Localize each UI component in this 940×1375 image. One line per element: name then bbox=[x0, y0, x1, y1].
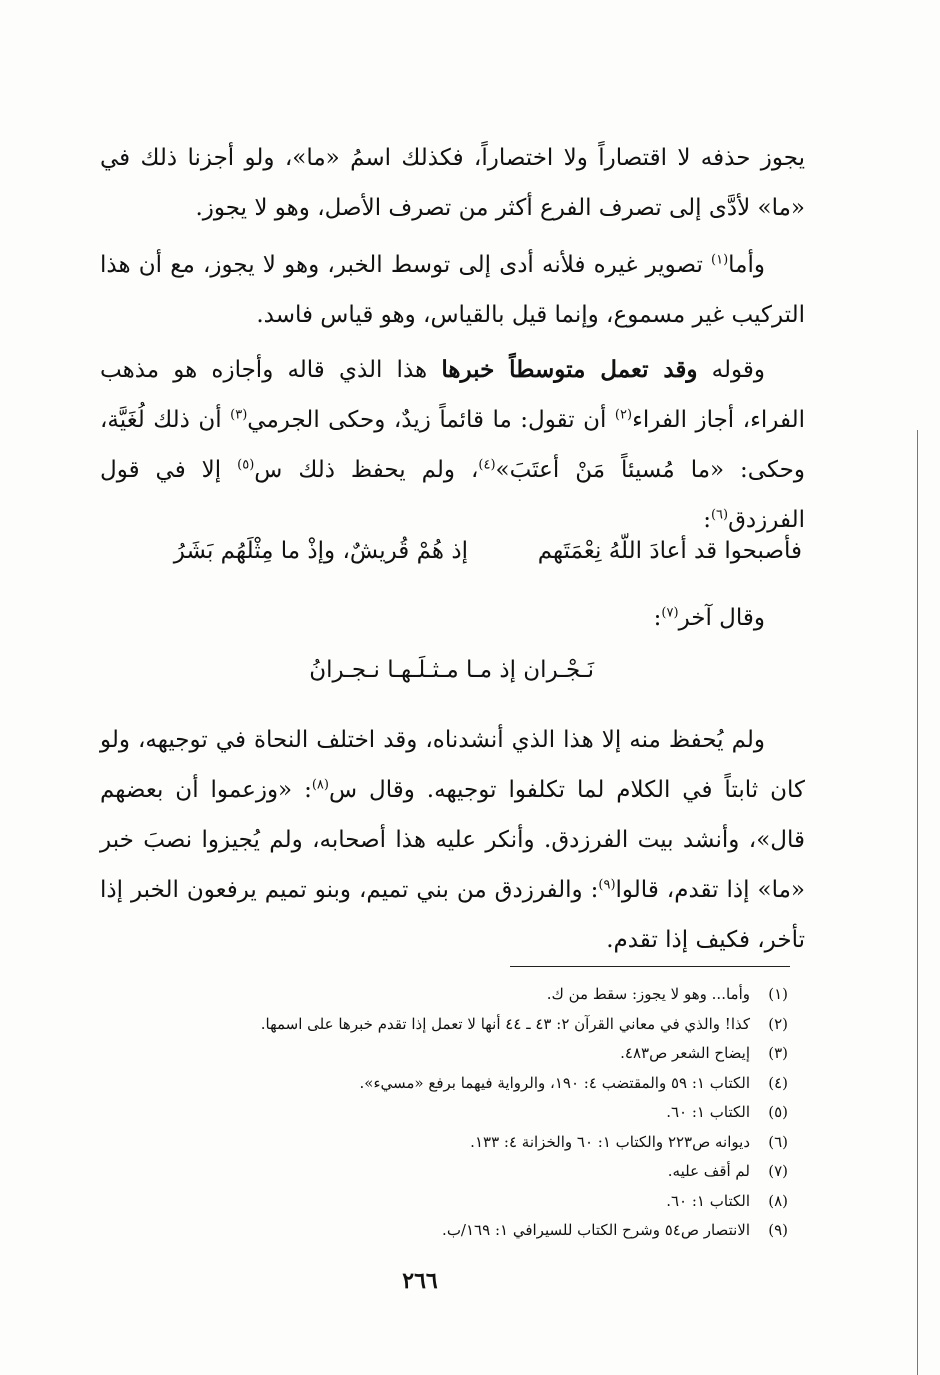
footnote-number: (٤) bbox=[768, 1073, 788, 1092]
footnote-ref-5[interactable]: (٥) bbox=[237, 457, 255, 473]
scan-edge-line bbox=[917, 430, 918, 1375]
footnote-text: كذا! والذي في معاني القرآن ٢: ٤٣ ـ ٤٤ أنها لا تعمل إذا تقدم خبرها على اسمها. bbox=[260, 1014, 750, 1033]
footnote-number: (٣) bbox=[768, 1044, 788, 1062]
footnote-item bbox=[88, 1187, 788, 1217]
p5-text-a: ولم يُحفظ منه إلا هذا الذي أنشدناه، وقد اختلف النحاة في توجيهه، ولو كان ثابتاً في الكلام لما تكلفوا توجيهه. وقال س bbox=[100, 727, 805, 803]
footnote-text: الكتاب ١: ٦٠. bbox=[666, 1191, 750, 1210]
footnote-number: (٥) bbox=[768, 1103, 788, 1121]
p2-text-b: تصوير غيره فلأنه أدى إلى توسط الخبر، وهو لا يجوز، مع أن هذا التركيب غير مسموع، وإنما قيل بالقياس، وهو قياس فاسد. bbox=[100, 252, 805, 328]
footnotes-list bbox=[88, 980, 788, 1246]
p3-text-d: أن ذلك لُغَيَّة، وحكى: «ما مُسيئاً مَنْ أعتَبَ» bbox=[100, 407, 805, 483]
footnote-item bbox=[88, 1098, 788, 1128]
footnote-text: ديوانه ص٢٢٣ والكتاب ١: ٦٠ والخزانة ٤: ١٣٣. bbox=[470, 1132, 750, 1151]
footnote-item bbox=[88, 1216, 788, 1246]
footnote-text: وأما... وهو لا يجوز: سقط من ك. bbox=[546, 985, 750, 1003]
paragraph-3 bbox=[100, 345, 805, 545]
paragraph-1-text: يجوز حذفه لا اقتصاراً ولا اختصاراً، فكذلك اسمُ «ما»، ولو أجزنا ذلك في «ما» لأدَّى إلى تصرف الفرع أكثر من تصرف الأصل، وهو لا يجوز. bbox=[100, 145, 805, 221]
footnote-text: الكتاب ١: ٦٠. bbox=[666, 1103, 750, 1121]
p3-text-a: وقوله bbox=[697, 357, 765, 383]
footnote-ref-8[interactable]: (٨) bbox=[311, 777, 329, 793]
p2-text-a: وأما bbox=[728, 252, 765, 278]
footnote-number: (١) bbox=[768, 985, 788, 1003]
footnote-ref-1[interactable]: (١) bbox=[711, 252, 729, 268]
footnote-ref-2[interactable]: (٢) bbox=[614, 407, 633, 423]
footnote-number: (٧) bbox=[768, 1162, 788, 1180]
footnote-ref-7[interactable]: (٧) bbox=[661, 605, 679, 621]
footnote-separator bbox=[510, 966, 790, 967]
paragraph-1 bbox=[100, 133, 805, 233]
footnote-item bbox=[88, 1128, 788, 1158]
verse-1-hemistich-1: فأصبحوا قد أعادَ اللّهُ نِعْمَتَهم bbox=[537, 538, 802, 564]
p4-text-b: : bbox=[653, 605, 662, 631]
p5-text-b: : «وزعموا أن بعضهم قال»، وأنشد بيت الفرزدق. وأنكر عليه هذا أصحابه، ولم يُجيزوا نصبَ خبر «ما» إذا تقدم، قالوا bbox=[100, 777, 806, 903]
p5-text-c: : والفرزدق من بني تميم، وبنو تميم يرفعون الخبر إذا تأخر، فكيف إذا تقدم. bbox=[100, 877, 805, 953]
footnote-number: (٢) bbox=[768, 1014, 788, 1033]
footnote-ref-6[interactable]: (٦) bbox=[710, 507, 729, 523]
p3-text-f: إلا في قول الفرزدق bbox=[100, 457, 805, 533]
p3-text-g: : bbox=[703, 507, 711, 533]
paragraph-2 bbox=[100, 240, 805, 340]
footnote-text: الانتصار ص٥٤ وشرح الكتاب للسيرافي ١: ١٦٩/ب. bbox=[442, 1221, 750, 1239]
footnote-item bbox=[88, 1157, 788, 1187]
p3-text-e: ، ولم يحفظ ذلك س bbox=[254, 457, 479, 483]
p3-text-b: هذا الذي قاله وأجازه هو مذهب الفراء، أجاز الفراء bbox=[100, 357, 806, 433]
footnote-ref-3[interactable]: (٣) bbox=[230, 407, 248, 423]
footnote-item bbox=[88, 1010, 788, 1040]
footnote-item bbox=[88, 1069, 788, 1099]
quoted-phrase-bold: وقد تعمل متوسطاً خبرها bbox=[441, 356, 698, 383]
footnote-item bbox=[88, 980, 788, 1010]
footnote-number: (٩) bbox=[768, 1221, 788, 1239]
footnote-text: إيضاح الشعر ص٤٨٣. bbox=[620, 1044, 750, 1062]
footnote-text: لم أقف عليه. bbox=[667, 1162, 750, 1180]
p3-text-c: أن تقول: ما قائماً زيدٌ، وحكى الجرمي bbox=[247, 407, 615, 433]
footnote-ref-4[interactable]: (٤) bbox=[478, 457, 496, 473]
footnote-number: (٨) bbox=[768, 1191, 788, 1210]
footnote-ref-9[interactable]: (٩) bbox=[598, 877, 616, 893]
p4-text-a: وقال آخر bbox=[678, 605, 765, 631]
verse-1-hemistich-2: إذ هُمْ قُريشٌ، وإذْ ما مِثْلَهُم بَشَرُ bbox=[173, 538, 468, 564]
footnote-text: الكتاب ١: ٥٩ والمقتضب ٤: ١٩٠، والرواية فيهما برفع «مسيء». bbox=[359, 1073, 750, 1092]
verse-2: نَـجْـران إذ مـا مـثـلَـهـا نـجـرانُ bbox=[309, 657, 594, 683]
paragraph-5 bbox=[100, 715, 805, 965]
footnote-item bbox=[88, 1039, 788, 1069]
page-number: ٢٦٦ bbox=[402, 1268, 438, 1294]
paragraph-4 bbox=[100, 593, 805, 643]
footnote-number: (٦) bbox=[768, 1132, 788, 1151]
